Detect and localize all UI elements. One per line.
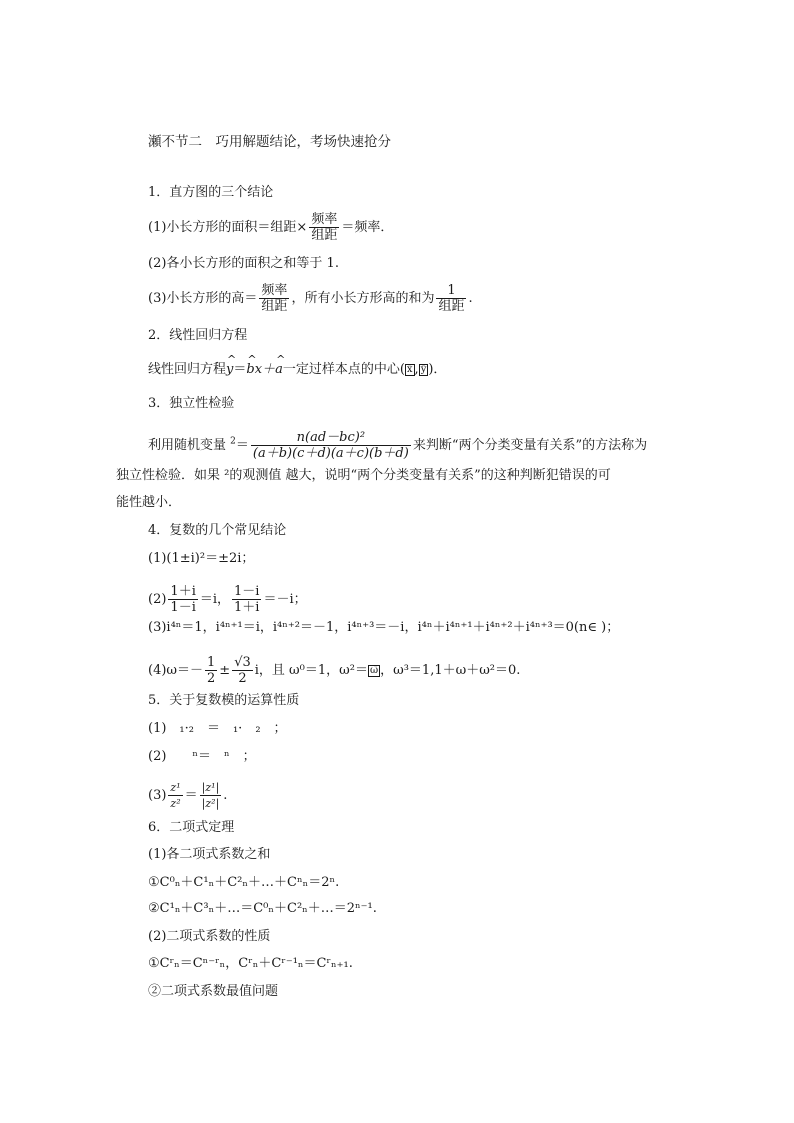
histogram-item-1	[148, 212, 393, 243]
fraction	[232, 584, 261, 615]
complex-item-2	[148, 584, 307, 615]
equals-sign: ＝	[233, 362, 247, 377]
regression-prefix: 线性回归方程	[148, 362, 227, 377]
fraction-denominator: 2	[238, 671, 247, 686]
b-hat: ^ b	[246, 361, 254, 379]
item-label: (4)ω＝－	[148, 663, 204, 678]
histogram-item-3	[148, 283, 473, 314]
complex-item-4-mid: i，且 ω⁰＝1，ω²＝	[254, 663, 368, 678]
fraction	[168, 780, 182, 811]
fraction-denominator: 组距	[438, 299, 465, 314]
histogram-item-3-text: (3)小长方形的高＝	[148, 291, 258, 306]
histogram-item-1-text: (1)小长方形的面积＝组距×	[148, 220, 308, 235]
heading-complex: 4．复数的几个常见结论	[148, 523, 287, 538]
complex-item-2-tail: ＝－i；	[263, 592, 307, 607]
independence-line-2: 独立性检验．如果 ²的观测值 越大，说明“两个分类变量有关系”的这种判断犯错误的可	[116, 468, 611, 483]
binomial-sub-2: (2)二项式系数的性质	[148, 929, 271, 944]
fraction-denominator: 1＋i	[234, 600, 260, 615]
fraction-denominator: 2	[207, 671, 216, 686]
equals-sign: ＝	[184, 788, 198, 803]
fraction	[232, 655, 253, 686]
regression-center-text: 一定过样本点的中心(	[282, 362, 405, 377]
x-term: x＋	[254, 362, 276, 377]
item-label: (2)	[148, 592, 167, 607]
fraction-numerator: 频率	[311, 212, 338, 227]
fraction-numerator: 频率	[261, 283, 288, 298]
fraction-denominator: z²	[170, 797, 181, 810]
fraction	[436, 283, 466, 314]
modulus-item-1: (1) ₁·₂ ＝ ₁· ₂ ；	[148, 721, 287, 736]
fraction-denominator: 组距	[311, 228, 338, 243]
binomial-a2: ②C¹ₙ＋C³ₙ＋…＝C⁰ₙ＋C²ₙ＋…＝2ⁿ⁻¹.	[148, 901, 377, 916]
mean-y: ȳ	[420, 363, 427, 375]
fraction	[309, 212, 339, 243]
complex-item-2-mid: ＝i，	[199, 592, 231, 607]
fraction-numerator: 1＋i	[170, 584, 196, 599]
modulus-item-2: (2) ⁿ＝ ⁿ ；	[148, 749, 256, 764]
binomial-sub-1: (1)各二项式系数之和	[148, 847, 271, 862]
complex-item-3: (3)i⁴ⁿ＝1，i⁴ⁿ⁺¹＝i，i⁴ⁿ⁺²＝－1，i⁴ⁿ⁺³＝－i，i⁴ⁿ＋i⁴ⁿ⁺¹＋i⁴ⁿ⁺²＋i⁴ⁿ⁺³＝0(n∈ )；	[148, 620, 620, 635]
superscript: 2	[230, 436, 236, 447]
complex-item-1: (1)(1±i)²＝±2i；	[148, 551, 255, 566]
chi-square-fraction	[251, 430, 411, 461]
regression-text	[148, 361, 446, 379]
y-hat: ^ y	[226, 361, 233, 379]
regression-end: )．	[428, 362, 447, 377]
mean-x: x̄	[406, 363, 413, 375]
fraction-numerator: n(ad－bc)²	[251, 430, 411, 446]
histogram-item-1-tail: ＝频率．	[341, 220, 394, 235]
heading-modulus: 5．关于复数模的运算性质	[148, 693, 300, 708]
item-label: (3)	[148, 788, 167, 803]
binomial-b2: ②二项式系数最值问题	[148, 984, 279, 999]
binomial-b1: ①Cʳₙ＝Cⁿ⁻ʳₙ，Cʳₙ＋Cʳ⁻¹ₙ＝Cʳₙ₊₁.	[148, 956, 353, 971]
fraction-denominator: |z²|	[201, 797, 220, 810]
section-title: 瀬不节二 巧用解题结论，考场快速抢分	[148, 134, 391, 150]
fraction-numerator: 1	[436, 283, 466, 299]
fraction	[205, 655, 217, 686]
equals-sign: ＝	[235, 438, 249, 453]
complex-item-4	[148, 655, 520, 686]
independence-line-1	[148, 430, 647, 461]
heading-binomial: 6．二项式定理	[148, 820, 235, 835]
fraction	[168, 584, 197, 615]
independence-prefix: 利用随机变量	[148, 438, 231, 453]
fraction-numerator: |z¹|	[201, 781, 220, 794]
fraction-numerator: 1－i	[234, 584, 260, 599]
fraction-numerator: z¹	[170, 781, 181, 794]
fraction	[259, 283, 289, 314]
independence-line-3: 能性越小．	[116, 495, 182, 510]
fraction-denominator: 1－i	[170, 600, 196, 615]
fraction-denominator: (a＋b)(c＋d)(a＋c)(b＋d)	[252, 446, 409, 461]
comma: ,	[414, 362, 419, 377]
independence-tail: 来判断“两个分类变量有关系”的方法称为	[412, 438, 648, 453]
plus-minus: ±	[219, 663, 231, 678]
histogram-item-2: (2)各小长方形的面积之和等于 1.	[148, 256, 339, 271]
binomial-a1: ①C⁰ₙ＋C¹ₙ＋C²ₙ＋…＋Cⁿₙ＝2ⁿ.	[148, 875, 340, 890]
heading-independence: 3．独立性检验	[148, 396, 235, 411]
complex-item-4-tail: ，ω³＝1,1＋ω＋ω²＝0.	[380, 663, 521, 678]
omega-conjugate: ω̄	[369, 664, 379, 676]
heading-histogram: 1．直方图的三个结论	[148, 185, 274, 200]
fraction-numerator: 1	[207, 655, 216, 670]
fraction-numerator: √3	[234, 655, 251, 670]
heading-regression: 2．线性回归方程	[148, 328, 248, 343]
a-hat: ^ a	[275, 361, 283, 379]
histogram-item-3-mid: ，所有小长方形高的和为	[291, 291, 435, 306]
fraction	[200, 780, 222, 811]
modulus-item-3-tail: .	[223, 788, 228, 803]
histogram-item-3-tail: .	[468, 291, 473, 306]
modulus-item-3	[148, 780, 227, 811]
fraction-denominator: 组距	[261, 299, 288, 314]
